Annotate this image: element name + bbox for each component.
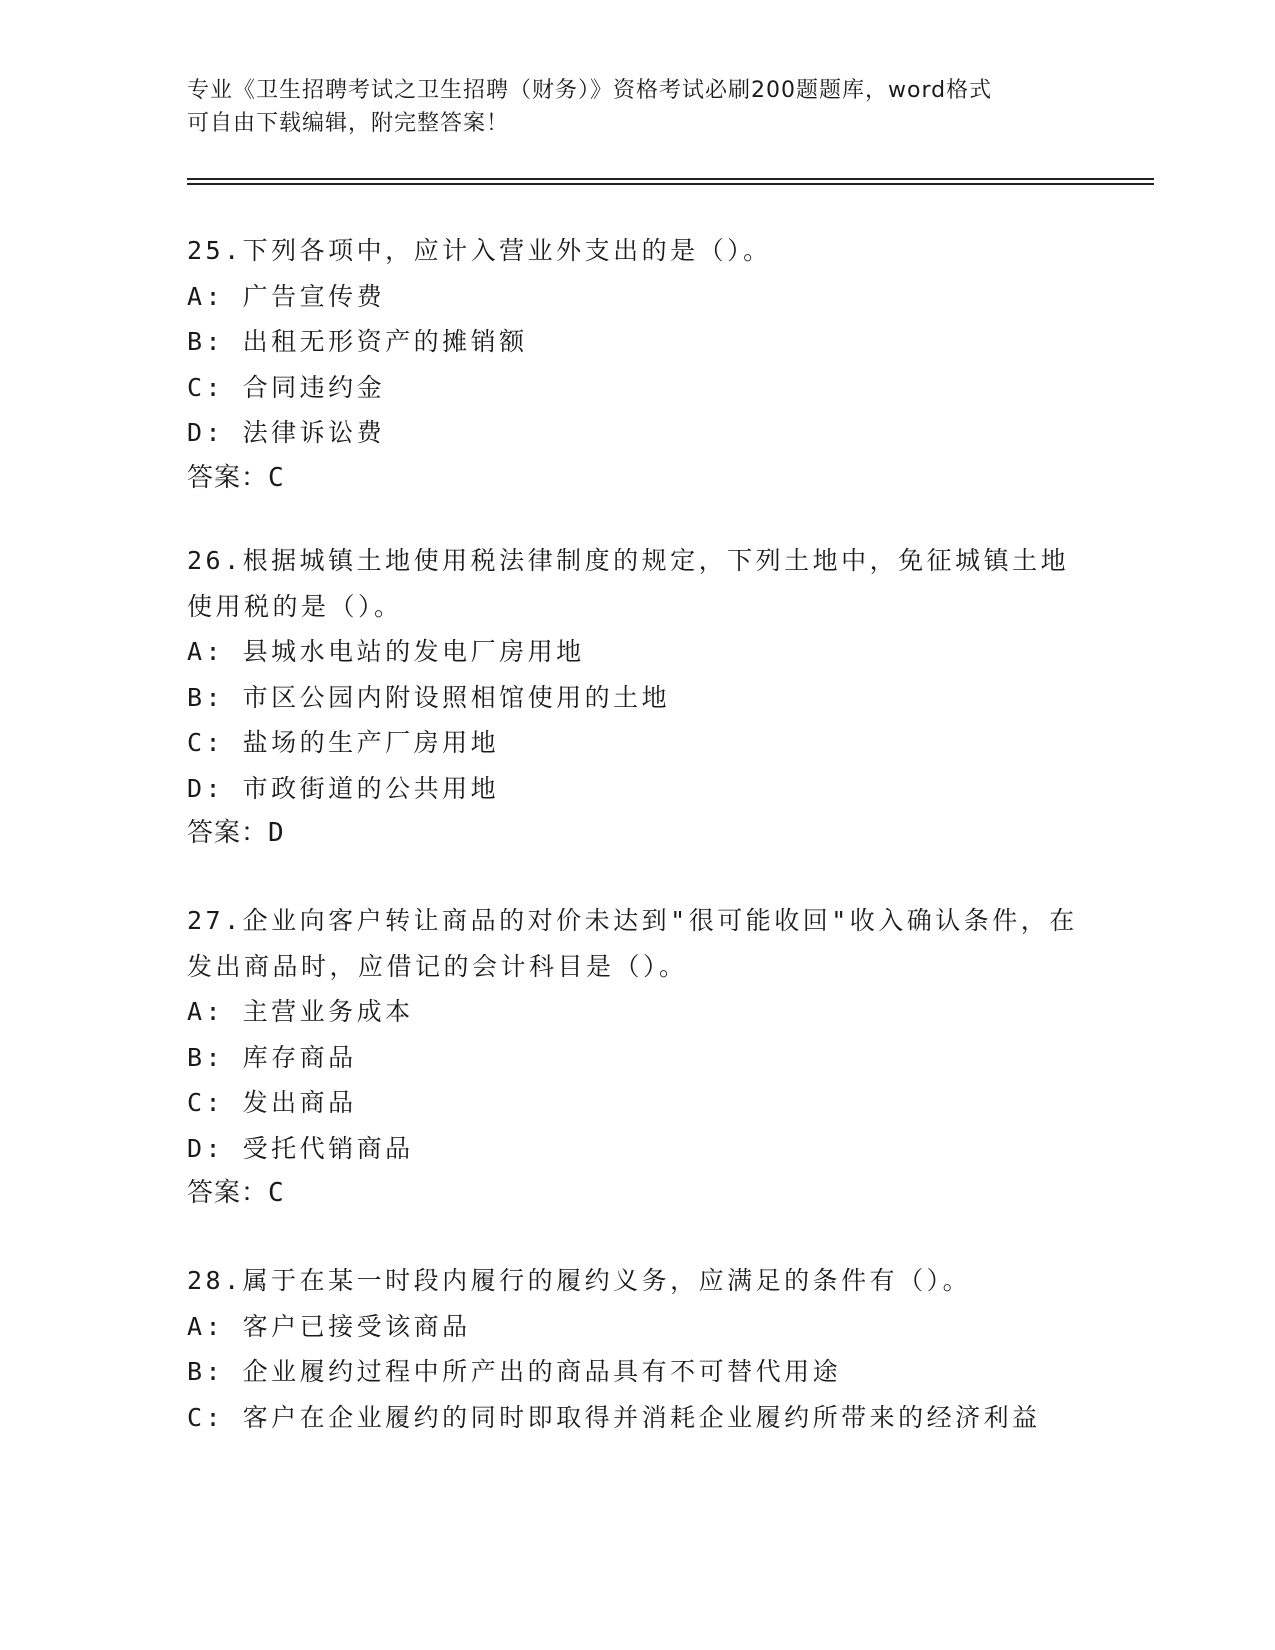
answer-line bbox=[187, 811, 1087, 857]
question-28 bbox=[187, 1258, 1087, 1440]
option-a: A: 客户已接受该商品 bbox=[187, 1311, 471, 1341]
question-stem: 26.根据城镇土地使用税法律制度的规定，下列土地中，免征城镇土地 bbox=[187, 546, 1070, 575]
option-c: C: 客户在企业履约的同时即取得并消耗企业履约所带来的经济利益 bbox=[187, 1402, 1041, 1432]
option-d: D: 法律诉讼费 bbox=[187, 418, 386, 447]
option-b: B: 市区公园内附设照相馆使用的土地 bbox=[187, 682, 671, 712]
option-d: D: 市政街道的公共用地 bbox=[187, 773, 500, 803]
answer-value: C bbox=[268, 462, 285, 493]
option-d: D: 受托代销商品 bbox=[187, 1133, 414, 1163]
question-26 bbox=[187, 538, 1087, 857]
document-header bbox=[187, 74, 1087, 140]
header-line-1: 专业《卫生招聘考试之卫生招聘（财务）》资格考试必刷200题题库，word格式 bbox=[187, 78, 993, 103]
answer-label: 答案： bbox=[187, 818, 269, 848]
option-c: C: 发出商品 bbox=[187, 1088, 357, 1117]
header-divider-top bbox=[187, 178, 1154, 180]
question-stem-cont: 发出商品时，应借记的会计科目是（）。 bbox=[187, 951, 688, 981]
question-stem: 28.属于在某一时段内履行的履约义务，应满足的条件有（）。 bbox=[187, 1266, 972, 1295]
option-a: A: 广告宣传费 bbox=[187, 281, 386, 311]
option-b: B: 企业履约过程中所产出的商品具有不可替代用途 bbox=[187, 1357, 842, 1386]
option-a: A: 主营业务成本 bbox=[187, 997, 414, 1026]
answer-line bbox=[187, 456, 1087, 502]
header-divider-bottom bbox=[187, 183, 1154, 185]
option-a: A: 县城水电站的发电厂房用地 bbox=[187, 637, 585, 666]
answer-label: 答案： bbox=[187, 462, 269, 493]
header-line-2: 可自由下载编辑，附完整答案！ bbox=[187, 111, 510, 136]
question-stem: 25.下列各项中，应计入营业外支出的是（）。 bbox=[187, 236, 772, 265]
question-stem: 27.企业向客户转让商品的对价未达到"很可能收回"收入确认条件，在 bbox=[187, 906, 1078, 935]
option-b: B: 库存商品 bbox=[187, 1042, 357, 1072]
option-c: C: 盐场的生产厂房用地 bbox=[187, 728, 500, 757]
option-b: B: 出租无形资产的摊销额 bbox=[187, 327, 528, 356]
option-c: C: 合同违约金 bbox=[187, 372, 386, 402]
answer-line bbox=[187, 1171, 1087, 1217]
question-25 bbox=[187, 228, 1087, 501]
answer-value: C bbox=[268, 1178, 285, 1208]
answer-value: D bbox=[268, 818, 285, 848]
question-stem-cont: 使用税的是（）。 bbox=[187, 591, 403, 621]
question-27 bbox=[187, 898, 1087, 1217]
answer-label: 答案： bbox=[187, 1178, 269, 1208]
